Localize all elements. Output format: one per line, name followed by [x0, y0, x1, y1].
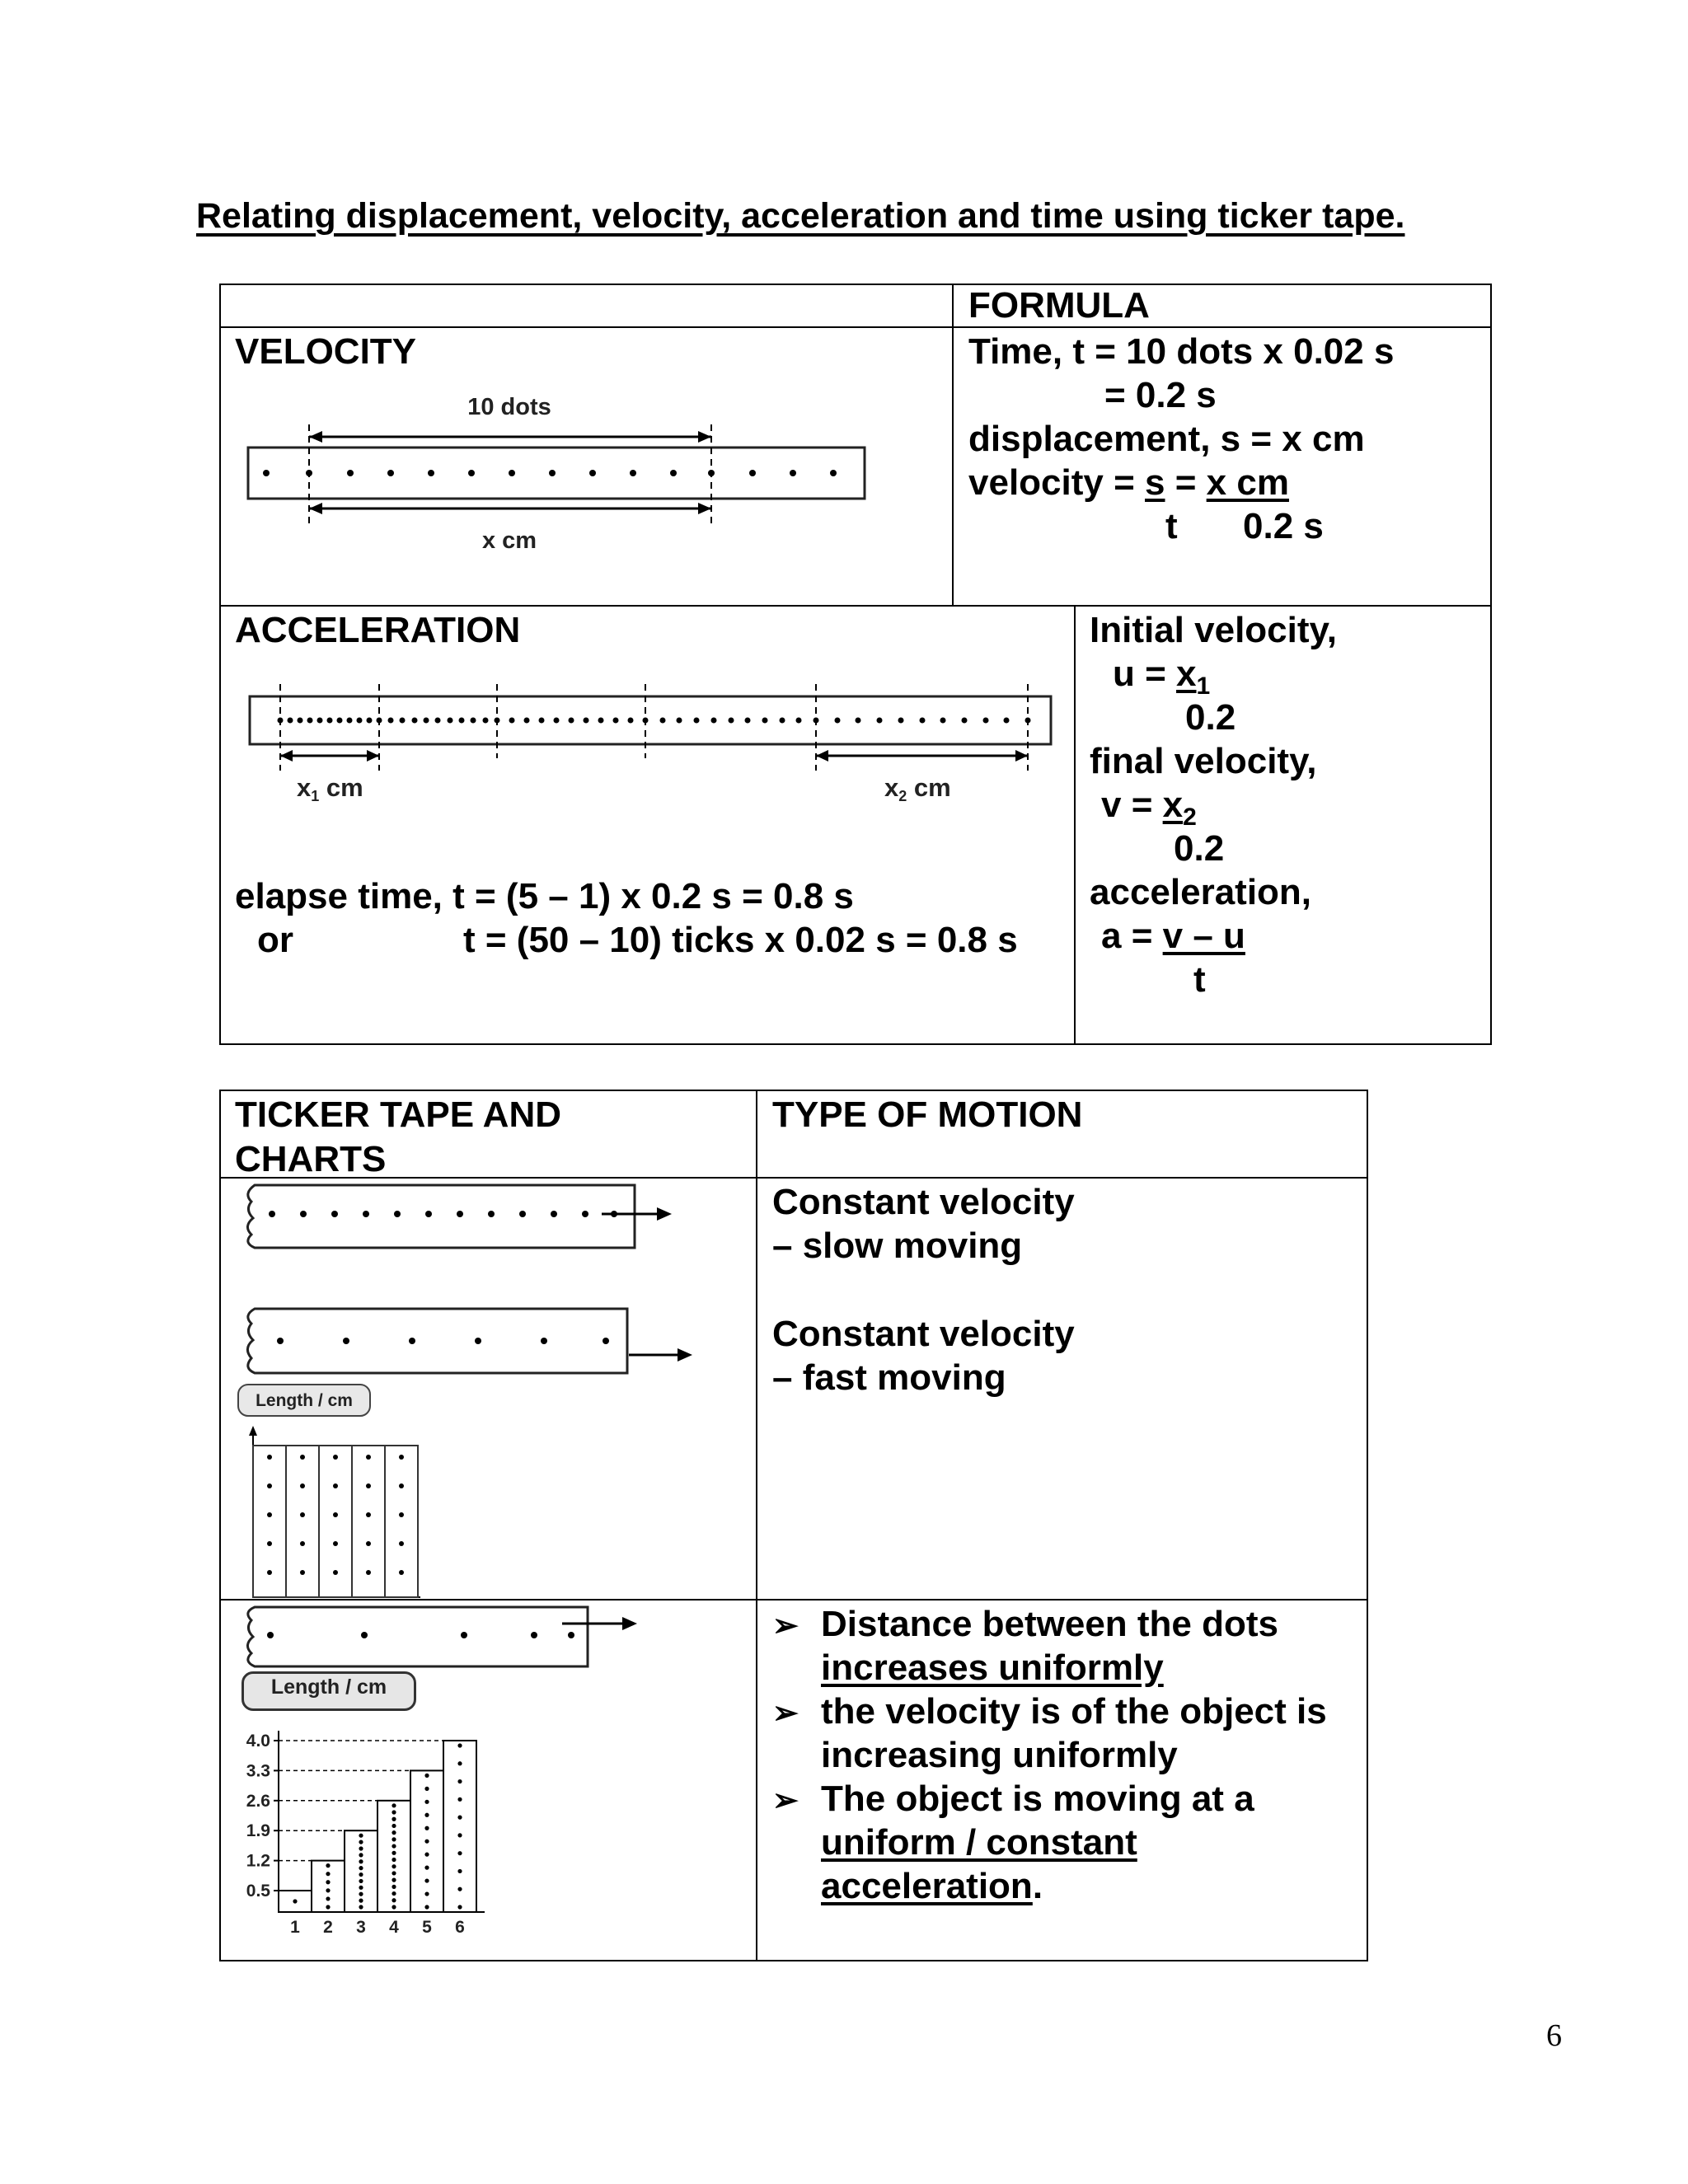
- initial-velocity-numerator: [1176, 654, 1211, 700]
- chart-bar-dot: [424, 1866, 429, 1870]
- chart-bar-dot: [392, 1830, 396, 1835]
- chart-bar-dot: [392, 1837, 396, 1841]
- chart-bar: [443, 1741, 476, 1912]
- chart-bar-dot: [326, 1905, 330, 1909]
- slow-motion-line2: – slow moving: [772, 1226, 1023, 1266]
- velocity-diagram-bottom-label: x cm: [481, 527, 537, 554]
- chart-bar-dot: [457, 1905, 462, 1909]
- chart-y-tick-label: 2.6: [246, 1791, 270, 1811]
- velocity-formula-time-result: = 0.2 s: [1104, 375, 1217, 415]
- acceleration-diagram-x2-label: x2 cm: [884, 773, 951, 804]
- velocity-formula-prefix: velocity =: [968, 462, 1146, 503]
- arrow-bullet-icon: ➢: [772, 1609, 799, 1643]
- fast-motion-line2: – fast moving: [772, 1357, 1006, 1398]
- chart-bar-dot: [359, 1886, 363, 1890]
- chart-y-tick-label: 4.0: [246, 1732, 270, 1750]
- bullet-2-line1: the velocity is of the object is: [821, 1691, 1327, 1732]
- elapse-time-ticks-line: t = (50 – 10) ticks x 0.02 s = 0.8 s: [463, 920, 1018, 960]
- chart-bar-dot: [424, 1774, 429, 1778]
- final-velocity-subscript: 2: [1183, 804, 1197, 831]
- acceleration-formula: [1101, 914, 1245, 958]
- velocity-formula-displacement: displacement, s = x cm: [968, 419, 1365, 459]
- chart-bar-dot: [424, 1891, 429, 1896]
- velocity-formula-equals: =: [1165, 462, 1207, 503]
- final-velocity-numerator: [1162, 785, 1197, 831]
- bullet-1: [772, 1602, 799, 1648]
- velocity-formula-denominator-t: t: [1165, 506, 1178, 546]
- elapse-time-or: or: [257, 920, 293, 960]
- bullet-2: [772, 1690, 799, 1736]
- table-col-divider: [756, 1090, 757, 1961]
- bullet-2-line2: increasing uniformly: [821, 1735, 1178, 1775]
- chart-bar-dot: [457, 1797, 462, 1802]
- chart-bar-dot: [326, 1872, 330, 1876]
- chart-bar-dot: [392, 1885, 396, 1889]
- chart-bar-dot: [457, 1833, 462, 1837]
- final-velocity-denominator: 0.2: [1174, 828, 1225, 869]
- velocity-formula-numerator-s: s: [1145, 462, 1165, 503]
- acceleration-ticker-tape-diagram: [235, 676, 1067, 832]
- chart-bar-dot: [424, 1800, 429, 1804]
- chart-x-tick-label: 3: [356, 1918, 366, 1937]
- chart-bar-dot: [359, 1834, 363, 1838]
- chart-bar-dot: [392, 1858, 396, 1862]
- table-col-divider: [952, 284, 954, 607]
- ticker-tape-header: TICKER TAPE AND CHARTS: [235, 1094, 561, 1179]
- type-of-motion-header: TYPE OF MOTION: [772, 1094, 1083, 1135]
- chart-bar-dot: [359, 1840, 363, 1844]
- chart-bar-dot: [392, 1803, 396, 1807]
- final-velocity-prefix: v =: [1101, 785, 1163, 825]
- chart-x-tick-label: 5: [422, 1918, 432, 1937]
- initial-velocity-prefix: u =: [1113, 654, 1177, 694]
- acceleration-formula-denominator: t: [1193, 959, 1206, 1000]
- initial-velocity-denominator: 0.2: [1185, 697, 1236, 738]
- velocity-formula-denominator-time: 0.2 s: [1243, 506, 1324, 546]
- velocity-ticker-tape-diagram: [235, 375, 894, 565]
- chart-bar-dot: [392, 1898, 396, 1902]
- table-row-divider: [219, 326, 1492, 328]
- initial-velocity-label: Initial velocity,: [1090, 610, 1337, 650]
- chart-bar-dot: [392, 1878, 396, 1882]
- formula-header: FORMULA: [968, 285, 1150, 326]
- chart-bar-dot: [457, 1743, 462, 1747]
- acceleration-formula-prefix: a =: [1101, 916, 1163, 956]
- chart-x-tick-label: 1: [290, 1918, 300, 1937]
- final-velocity-x: x: [1162, 785, 1184, 825]
- chart-bar-dot: [359, 1853, 363, 1857]
- chart-bar-dot: [392, 1851, 396, 1855]
- page-title: Relating displacement, velocity, acceleration and time using ticker tape.: [196, 196, 1405, 236]
- chart-y-tick-label: 0.5: [246, 1882, 270, 1900]
- chart-bar-dot: [424, 1840, 429, 1844]
- elapse-time-line: elapse time, t = (5 – 1) x 0.2 s = 0.8 s: [235, 876, 854, 916]
- chart-bar-dot: [424, 1878, 429, 1882]
- velocity-formula-time: Time, t = 10 dots x 0.02 s: [968, 331, 1395, 372]
- chart-bar-dot: [359, 1905, 363, 1909]
- fast-constant-velocity-tape: [243, 1302, 705, 1385]
- chart-bar-dot: [392, 1817, 396, 1821]
- table-row-divider: [219, 605, 1492, 607]
- chart-bar-dot: [424, 1905, 429, 1909]
- acceleration-diagram-x1-label: x1 cm: [297, 773, 363, 804]
- chart-bar-dot: [457, 1869, 462, 1873]
- chart-label-accelerating: Length / cm: [270, 1675, 387, 1699]
- acceleration-label: ACCELERATION: [235, 610, 521, 650]
- bullet-3-line3: [821, 1864, 1043, 1909]
- chart-bar-dot: [392, 1871, 396, 1875]
- chart-bar-dot: [359, 1866, 363, 1870]
- velocity-formula-equation: [968, 461, 1289, 505]
- chart-bar-dot: [326, 1888, 330, 1892]
- chart-y-tick-label: 1.9: [246, 1821, 270, 1841]
- chart-bar-dot: [359, 1846, 363, 1850]
- bullet-3-line1: The object is moving at a: [821, 1779, 1254, 1819]
- chart-bar-dot: [293, 1899, 297, 1903]
- chart-bar-dot: [359, 1892, 363, 1896]
- chart-x-tick-label: 2: [323, 1918, 333, 1937]
- fast-motion-line1: Constant velocity: [772, 1314, 1075, 1354]
- chart-bar-dot: [424, 1787, 429, 1791]
- initial-velocity-subscript: 1: [1196, 673, 1211, 700]
- chart-bar-dot: [359, 1879, 363, 1883]
- chart-bar-dot: [457, 1779, 462, 1783]
- slow-motion-line1: Constant velocity: [772, 1182, 1075, 1222]
- chart-bar-dot: [392, 1810, 396, 1814]
- chart-y-tick-label: 3.3: [246, 1761, 270, 1781]
- chart-bar-dot: [392, 1844, 396, 1848]
- chart-bar-dot: [326, 1863, 330, 1868]
- final-velocity-label: final velocity,: [1090, 741, 1317, 781]
- chart-bar-dot: [359, 1899, 363, 1903]
- initial-velocity-x: x: [1176, 654, 1197, 694]
- acceleration-formula-label: acceleration,: [1090, 872, 1312, 912]
- arrow-bullet-icon: ➢: [772, 1783, 799, 1818]
- chart-bar-dot: [457, 1851, 462, 1855]
- constant-velocity-tape-chart: [235, 1381, 449, 1604]
- chart-bar-dot: [424, 1826, 429, 1830]
- chart-bar-dot: [359, 1859, 363, 1863]
- bullet-3-underlined-2: acceleration: [821, 1866, 1033, 1906]
- bullet-3-underlined-1: uniform / constant: [821, 1822, 1137, 1863]
- chart-bar-dot: [392, 1824, 396, 1828]
- chart-bar-dot: [326, 1880, 330, 1884]
- chart-bar-dot: [457, 1761, 462, 1765]
- table-col-divider: [1074, 605, 1076, 1045]
- chart-bar-dot: [392, 1905, 396, 1909]
- slow-constant-velocity-tape: [243, 1177, 688, 1251]
- bullet-1-text: Distance between the dots: [821, 1604, 1279, 1644]
- accelerating-tape: [243, 1604, 655, 1670]
- chart-y-tick-label: 1.2: [246, 1851, 270, 1871]
- chart-x-tick-label: 6: [455, 1918, 465, 1937]
- chart-bar-dot: [424, 1813, 429, 1817]
- acceleration-formula-numerator: v – u: [1162, 916, 1245, 956]
- velocity-label: VELOCITY: [235, 331, 417, 372]
- chart-bar-dot: [359, 1872, 363, 1877]
- chart-x-tick-label: 4: [389, 1918, 399, 1937]
- chart-bar-dot: [326, 1896, 330, 1900]
- arrow-bullet-icon: ➢: [772, 1696, 799, 1731]
- chart-bar-dot: [392, 1891, 396, 1896]
- bullet-3: [772, 1777, 799, 1823]
- chart-bar: [312, 1861, 345, 1912]
- chart-label-constant: Length / cm: [256, 1391, 353, 1410]
- bullet-1-underlined: increases uniformly: [821, 1647, 1164, 1688]
- bullet-3-period: .: [1032, 1866, 1043, 1906]
- velocity-formula-numerator-x: x cm: [1206, 462, 1289, 503]
- chart-bar-dot: [457, 1816, 462, 1820]
- page-number: 6: [1546, 2018, 1562, 2053]
- chart-bar-dot: [424, 1853, 429, 1857]
- velocity-diagram-top-label: 10 dots: [467, 394, 551, 420]
- chart-bar-dot: [392, 1864, 396, 1868]
- chart-bar-dot: [457, 1887, 462, 1891]
- accelerating-tape-bar-chart: [231, 1722, 503, 1953]
